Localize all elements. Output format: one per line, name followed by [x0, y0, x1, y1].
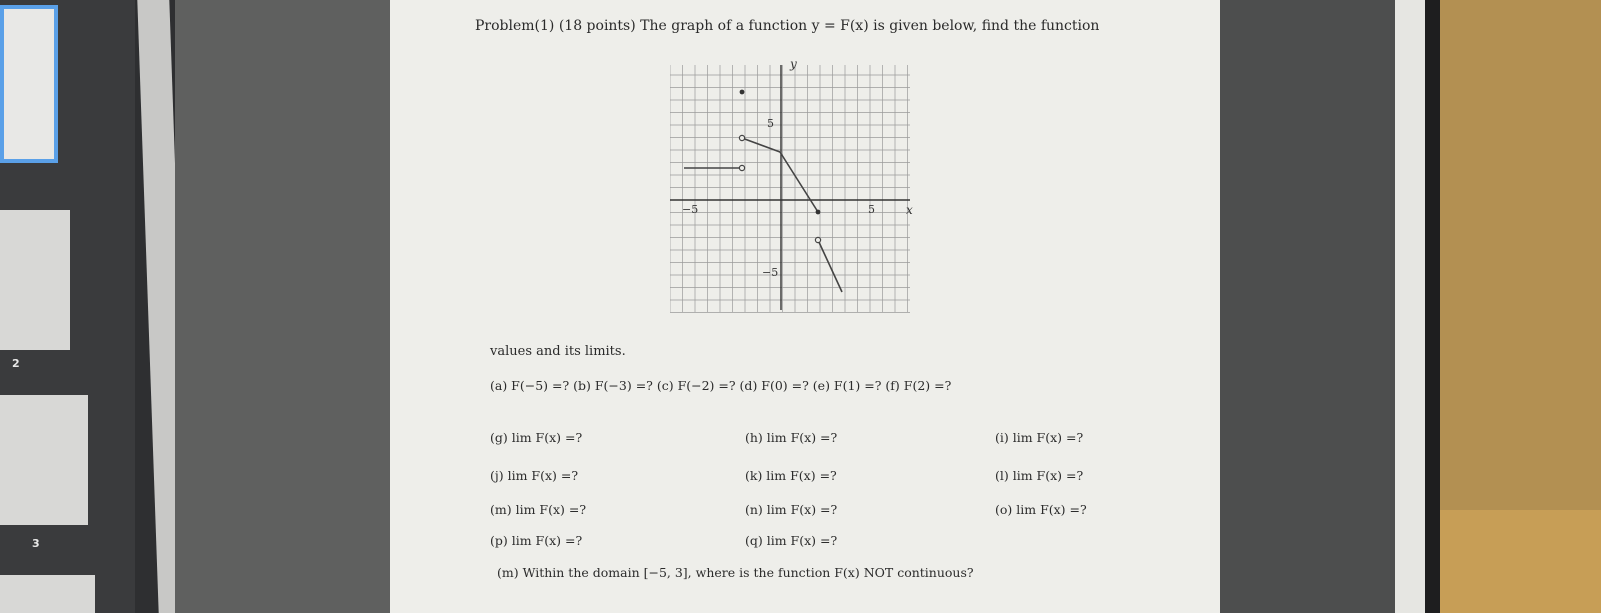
question-g-text: (g) lim F(x) =? [490, 430, 583, 445]
question-o [995, 502, 1087, 517]
y-axis-label: y [790, 60, 797, 71]
open-point-3 [815, 237, 820, 242]
question-q [745, 533, 837, 548]
question-m [490, 502, 586, 517]
question-l [995, 468, 1083, 483]
thumbnail-sidebar [0, 0, 135, 613]
open-point-2 [739, 135, 744, 140]
tick-label-y-5: 5 [767, 117, 774, 130]
piece-segment-3 [818, 240, 842, 292]
x-axis-label: x [906, 203, 913, 217]
question-i-text: (i) lim F(x) =? [995, 430, 1084, 445]
page-number-2: 2 [12, 357, 20, 370]
tick-label-x-neg5: −5 [682, 203, 699, 216]
page-thumbnail-3[interactable] [0, 395, 88, 525]
page-thumbnail-4[interactable] [0, 575, 95, 613]
question-h [745, 430, 837, 445]
background-desk [1440, 510, 1601, 613]
tick-label-x-5: 5 [868, 203, 875, 216]
question-j-text: (j) lim F(x) =? [490, 468, 579, 483]
question-m-text: (m) lim F(x) =? [490, 502, 587, 517]
question-n [745, 502, 837, 517]
piece-segment-2 [780, 152, 818, 212]
question-q-text: (q) lim F(x) =? [745, 533, 838, 548]
question-g [490, 430, 582, 445]
function-graph [670, 60, 920, 320]
tick-label-y-neg5: −5 [762, 266, 779, 279]
viewer-margin-left [175, 0, 390, 613]
closed-point-2 [816, 210, 821, 215]
question-k-text: (k) lim F(x) =? [745, 468, 837, 483]
graph-grid [670, 65, 910, 313]
question-l-text: (l) lim F(x) =? [995, 468, 1084, 483]
question-n-text: (n) lim F(x) =? [745, 502, 838, 517]
question-o-text: (o) lim F(x) =? [995, 502, 1087, 517]
question-i [995, 430, 1083, 445]
question-k [745, 468, 837, 483]
open-point-1 [739, 165, 744, 170]
page-number-3: 3 [32, 537, 40, 550]
page-thumbnail-1[interactable] [0, 5, 58, 163]
question-p-text: (p) lim F(x) =? [490, 533, 583, 548]
question-j [490, 468, 578, 483]
problem-continuation: values and its limits. [490, 344, 626, 359]
question-p [490, 533, 582, 548]
values-questions-row: (a) F(−5) =? (b) F(−3) =? (c) F(−2) =? (d) F(0) =? (e) F(1) =? (f) F(2) =? [490, 378, 952, 393]
question-h-text: (h) lim F(x) =? [745, 430, 838, 445]
problem-title: Problem(1) (18 points) The graph of a function y = F(x) is given below, find the function [475, 18, 1100, 34]
question-continuity: (m) Within the domain [−5, 3], where is the function F(x) NOT continuous? [497, 565, 974, 580]
page-thumbnail-2[interactable] [0, 210, 70, 350]
closed-point-1 [740, 90, 745, 95]
